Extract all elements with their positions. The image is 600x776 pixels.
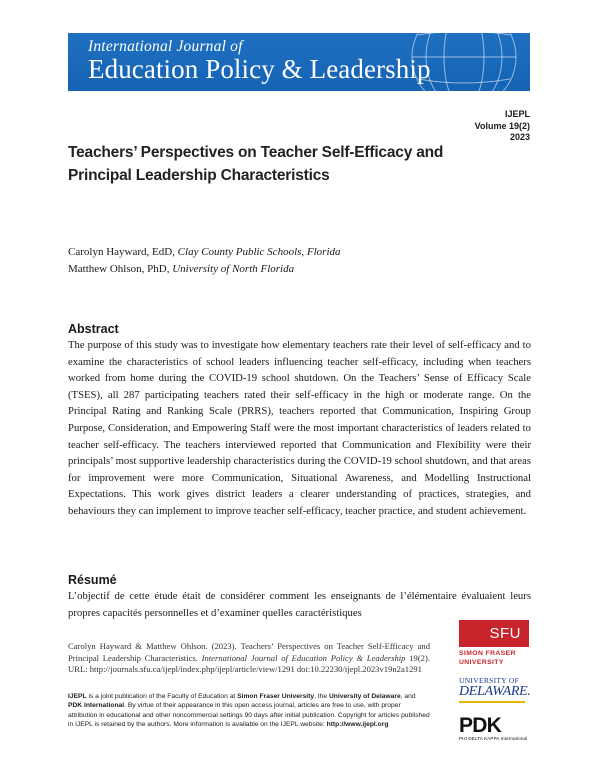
citation-journal: International Journal of Education Policy & Leadership bbox=[201, 652, 406, 663]
ud-logo bbox=[459, 676, 531, 703]
citation bbox=[68, 641, 430, 676]
footnote-text: , the bbox=[314, 693, 329, 700]
author-line bbox=[68, 244, 341, 261]
pdk-mark: PDK bbox=[459, 714, 501, 737]
author-name: Matthew Ohlson, PhD, bbox=[68, 263, 173, 275]
ud-line2: DELAWARE. bbox=[459, 684, 531, 699]
journal-abbr: IJEPL bbox=[504, 109, 530, 119]
footnote-ud: University of Delaware bbox=[328, 693, 401, 700]
publication-footnote bbox=[68, 692, 430, 730]
sfu-logo bbox=[459, 620, 529, 647]
author-affiliation: University of North Florida bbox=[172, 263, 295, 275]
pdk-logo bbox=[459, 716, 531, 741]
ud-gold-bar bbox=[459, 701, 525, 703]
footnote-url-link[interactable]: http://www.ijepl.org bbox=[326, 721, 389, 729]
sfu-mark: SFU bbox=[489, 625, 521, 642]
abstract-text: The purpose of this study was to investigate how elementary teachers rate their level of self-efficacy and to examine the characteristics of school leaders influencing teacher self-efficacy, including when teachers worked from home during the COVID-19 school shutdown. On the Teachers’ Sense of Efficacy Scale (TSES), all 287 participating teachers rated their self-efficacy in the high or moderate range. On the Principal Rating and Ranking Scale (PRRS), teachers reported that Communication, Inspiring Group Purpose, Consideration, and Empowering Staff were the most important characteristics of leaders related to teacher self-efficacy. The teachers interviewed reported that Communication and Flexibility were their principals’ most supportive leadership characteristics during the COVID-19 school shutdown, and that areas for improvement were more Communication, Situational Awareness, and Modelling Instructional Expectations. This work gives district leaders a clearer understanding of practices, strategies, and behaviours they can implement to improve teacher self-efficacy, teacher practice, and student achievement. bbox=[68, 339, 531, 517]
volume: Volume 19(2) bbox=[474, 120, 530, 131]
year: 2023 bbox=[509, 132, 530, 142]
article-title: Teachers’ Perspectives on Teacher Self-Efficacy and Principal Leadership Characteristics bbox=[68, 144, 444, 184]
pdk-sub: PHI DELTA KAPPA International bbox=[459, 736, 528, 741]
citation-part1: Carolyn Hayward & Matthew Ohlson. (2023). Teachers’ Perspectives on Teacher Self-Efficacy and Principal Leadership Characteristics. bbox=[68, 641, 430, 663]
footnote-text: is a joint publication of the Faculty of Education at bbox=[86, 693, 238, 700]
author-affiliation: Clay County Public Schools, Florida bbox=[177, 246, 341, 258]
ud-line1: UNIVERSITY OF bbox=[459, 676, 520, 685]
resume-text: L’objectif de cette étude était de considérer comment les enseignants de l’élémentaire évaluaient leurs propres capacités personnelles et d’examiner quelles caractéristiques bbox=[68, 590, 531, 619]
footnote-text: , and bbox=[400, 693, 416, 700]
footnote-sfu: Simon Fraser University bbox=[237, 693, 315, 700]
citation-part2: 19(2). URL: http://journals.sfu.ca/ijepl/index.php/ijepl/article/view/1291 doi:10.22230/ijepl.2023v19n2a1291 bbox=[68, 652, 430, 675]
resume-heading: Résumé bbox=[68, 573, 117, 587]
author-name: Carolyn Hayward, EdD, bbox=[68, 246, 178, 258]
sfu-name-line2: UNIVERSITY bbox=[459, 658, 504, 666]
sfu-name-line1: SIMON FRASER bbox=[459, 650, 516, 657]
issue-meta bbox=[475, 109, 530, 144]
footnote-pdk: PDK International bbox=[68, 702, 125, 710]
journal-title-line2: Education Policy & Leadership bbox=[88, 54, 431, 84]
abstract-heading: Abstract bbox=[68, 322, 119, 336]
footnote-text: . By virtue of their appearance in this open access journal, articles are free to use, with proper attribution in educational and other noncommercial settings 90 days after initial publication. Copyright for articles published in IJEPL is retained by the authors. More information is available on the IJEPL website: bbox=[68, 702, 430, 729]
footnote-abbr: IJEPL bbox=[68, 693, 87, 700]
journal-banner bbox=[68, 33, 530, 91]
journal-title-line1: International Journal of bbox=[88, 38, 243, 55]
author-line bbox=[68, 261, 341, 278]
author-list bbox=[68, 244, 341, 278]
sfu-name bbox=[459, 650, 531, 667]
